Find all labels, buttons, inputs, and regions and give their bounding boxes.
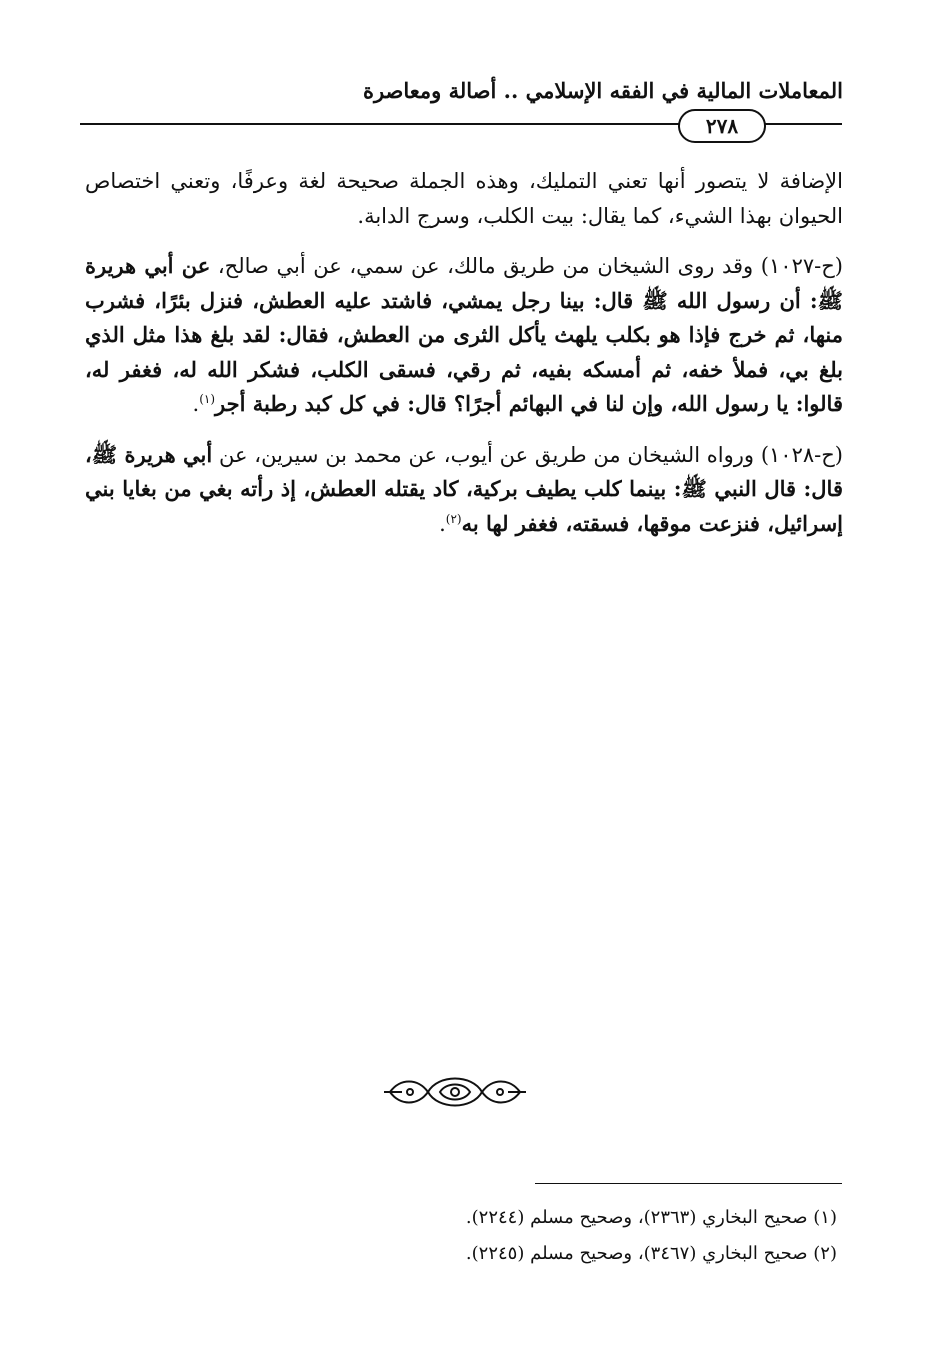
header-rule-left — [80, 123, 680, 125]
header-rule-right — [760, 123, 842, 125]
hadith-1028-end: . — [439, 511, 446, 536]
footnote-1: (١) صحيح البخاري (٢٣٦٣)، وصحيح مسلم (٢٢٤٤). — [465, 1207, 837, 1228]
page-number-badge — [678, 109, 766, 143]
hadith-1028-paragraph — [85, 438, 843, 542]
main-text — [85, 164, 843, 541]
intro-line-1: الإضافة لا يتصور أنها تعني التمليك، وهذه الجملة صحيحة لغة وعرفًا، وتعني — [170, 169, 843, 193]
footnote-ref-1[interactable]: (١) — [199, 392, 216, 406]
footnote-separator — [535, 1183, 842, 1184]
floral-ornament-icon — [380, 1068, 530, 1116]
page-number: ٢٧٨ — [705, 114, 739, 138]
hadith-1028-chain: (ح-١٠٢٨) ورواه الشيخان من طريق عن أيوب، عن محمد بن سيرين، عن — [219, 442, 843, 467]
footnotes — [317, 1200, 837, 1272]
footnote-ref-2[interactable]: (٢) — [445, 511, 462, 526]
footnote-2: (٢) صحيح البخاري (٣٤٦٧)، وصحيح مسلم (٢٢٤٥). — [465, 1243, 837, 1264]
hadith-1027-end: . — [192, 392, 200, 416]
intro-paragraph — [85, 164, 843, 233]
hadith-1027-chain: (ح-١٠٢٧) وقد روى الشيخان من طريق مالك، عن سمي، عن أبي صالح، — [217, 254, 843, 278]
running-title: المعاملات المالية في الفقه الإسلامي .. أصالة ومعاصرة — [362, 78, 843, 103]
hadith-1027-text: عن أبي هريرة ﷺ: أن رسول الله ﷺ قال: بينا رجل يمشي، فاشتد عليه العطش، فنزل بئرًا، فشرب منها، ثم خرج فإذا هو بكلب يلهث يأكل الثرى من العطش، فقال: لقد بلغ هذا مثل الذي بلغ بي، فملأ خفه، ثم أمسكه بفيه، ثم رقي، فسقى الكلب، فشكر الله له، فغفر له، قالوا: يا رسول الله، وإن لنا في البهائم أجرًا؟ قال: في كل كبد رطبة أجر — [85, 253, 843, 416]
hadith-1028-text: أبي هريرة ﷺ، قال: قال النبي ﷺ: بينما كلب يطيف بركية، كاد يقتله العطش، إذ رأته بغي من بغايا بني إسرائيل، فنزعت موقها، فسقته، فغفر لها به — [85, 441, 843, 536]
hadith-1027-paragraph — [85, 249, 843, 422]
intro-line-2: اختصاص الحيوان بهذا الشيء، كما يقال: بيت الكلب، وسرج الدابة. — [85, 169, 843, 228]
